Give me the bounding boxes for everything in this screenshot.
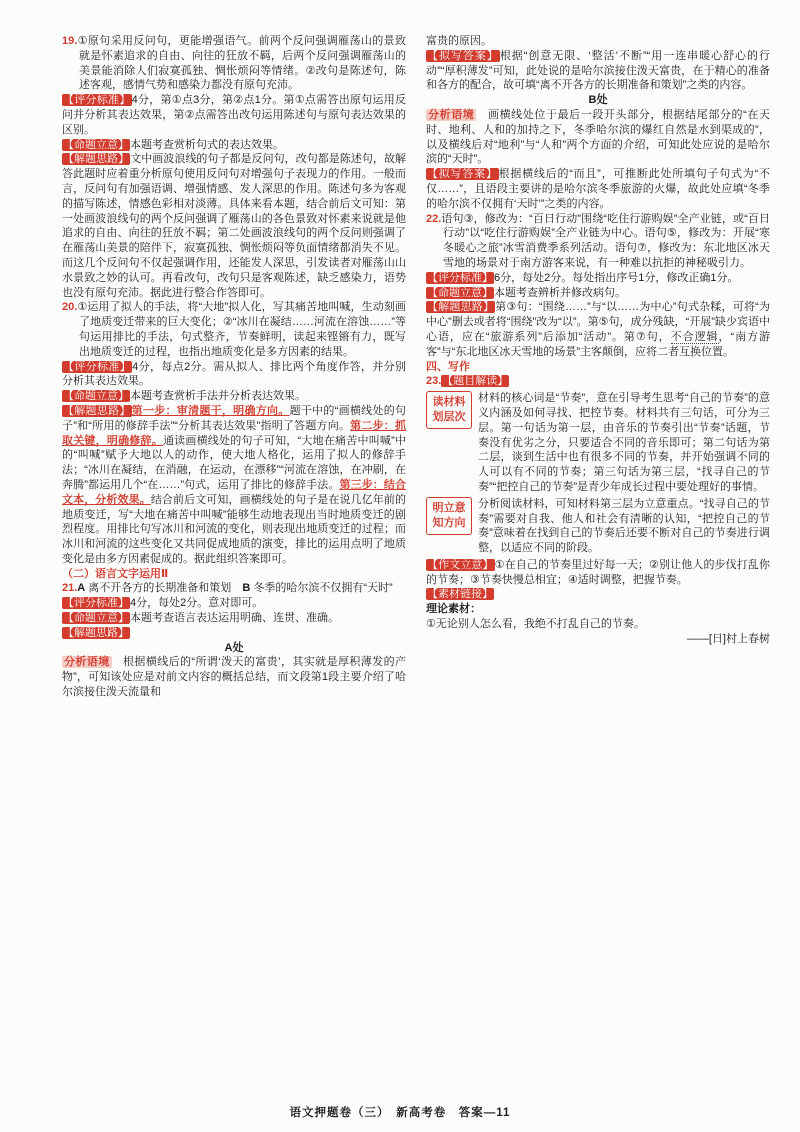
text-segment: 本题考查赏析句式的表达效果。 — [130, 138, 284, 151]
text-segment: 【评分标准】 — [63, 360, 132, 373]
text-segment: 【评分标准】 — [63, 597, 129, 610]
text-segment: ①在自己的节奏里过好每一天；②别让他人的步伐打乱你的节奏；③节奏快慢总相宜；④适时调整，把握节奏。 — [426, 558, 770, 586]
text-segment: 结合前后文可知，画横线处的句子是在说几亿年前的地质变迁，写“大地在痛苦中叫喊”能够生动地表现出当时地质变迁的剧烈程度。用排比句写冰川和河流的变化，则表现出地质变迁的过程；而冰川和河流的这些变化又共同促成地质的演变，排比的运用点明了地质变化是由多方因素促成的。据此组织答案即可。 — [62, 493, 407, 565]
solution-approach-20 — [62, 404, 406, 567]
blank-a-heading — [62, 641, 406, 656]
material-link-heading — [426, 587, 770, 602]
text-segment: 画横线处位于最后一段开头部分，根据结尾部分的“在天时、地利、人和的加持之下，冬季哈尔滨的爆红自然是水到渠成的”，以及横线后对“地利”与“人和”两个方面的介绍，可知此处应说的是哈尔滨的“天时”。 — [426, 108, 770, 166]
solution-approach-21 — [62, 626, 406, 641]
text-segment: 【拟写答案】 — [427, 168, 498, 181]
right-column — [426, 34, 770, 1082]
text-segment: 材料的核心词是“节奏”，意在引导考生思考“自己的节奏”的意义内涵及如何寻找、把控节奏。材料共有三句话，可分为三层。第一句话为第一层，由音乐的节奏引出“节奏”话题，节奏没有优劣之分，只要适合不同的音乐即可；第二句话为第二层，谈到生活中也有很多不同的节奏，并开始强调不同的人可以有不同的节奏；第三句话为第三层，“找寻自己的节奏”“把控自己的节奏”是青少年成长过程中要处理好的事情。 — [478, 392, 770, 493]
text-segment: 题干中的“画横线处的句子”和“所用的修辞手法”“分析其表达效果”指明了答题方向。 — [62, 404, 407, 432]
context-analysis-a-continued — [426, 34, 770, 49]
left-column — [62, 34, 406, 1082]
text-segment: A — [77, 582, 86, 595]
text-segment: 23. — [426, 375, 442, 388]
text-segment: ——[日]村上春树 — [686, 632, 770, 645]
text-segment: 21. — [62, 582, 78, 595]
text-segment: 【命题立意】 — [63, 612, 129, 625]
section-label-box — [426, 391, 472, 429]
text-segment: 四、写作 — [426, 360, 470, 373]
box-label-line: 知方向 — [432, 516, 466, 529]
text-segment: 通读画横线处的句子可知，“大地在痛苦中叫喊”中的“叫喊”赋予大地以人的动作，使大地人格化，运用了拟人的修辞手法；“冰川在凝结，在消融，在运动，在漂移”“河流在溶蚀，在冲刷，在奔腾”都运用几个“在……”句式，运用了排比的修辞手法。 — [62, 434, 406, 491]
box-text — [478, 391, 770, 495]
theory-material-heading — [426, 602, 770, 617]
quote-attribution — [426, 632, 770, 647]
draft-answer-a — [426, 49, 770, 93]
text-segment: 【评分标准】 — [427, 271, 493, 284]
text-segment: 第三步：结合文本，分析效果。 — [62, 478, 406, 506]
text-segment: 理论素材： — [426, 603, 481, 616]
text-segment: 本题考查赏析手法并分析表达效果。 — [130, 390, 306, 403]
blank-b-heading — [426, 93, 770, 108]
text-segment: 根据横线后的“而且”，可推断此处所填句子句式为“不仅……”，且语段主要讲的是哈尔滨冬季旅游的火爆，故此处应填“冬季的哈尔滨不仅拥有‘天时’”之类的内容。 — [426, 168, 770, 210]
read-material-layer-block — [426, 391, 770, 495]
text-segment: 【命题立意】 — [427, 286, 493, 299]
answer-22 — [426, 212, 770, 271]
text-segment: 文中画波浪线的句子都是反问句，改句都是陈述句，故解答此题时应着重分析原句使用反问句对增强句子表现力的作用。一般而言，反问句有加强语调、增强情感、发人深思的作用。陈述句多为客观的描写陈述，情感色彩相对淡薄。具体来看本题，结合前后文可知：第一处画波浪线句的两个反问强调了雁荡山的各色景致对怀素来说就是他追求的自由、向往的狂放不羁；第二处画波浪线句的两个反问则强调了在雁荡山美景的陪伴下，寂寞孤独、惆怅烦闷等负面情绪都消失不见。而这几个反问句不仅起强调作用，还能发人深思，引发读者对雁荡山山水景致之妙的认可。再看改句，改句只是客观陈述，缺乏感染力，语势也没有原句充沛。据此进行整合作答即可。 — [62, 153, 407, 299]
text-segment: 4分，第①点3分，第②点1分。第①点需答出原句运用反问并分析其表达效果，第②点需答出改句运用陈述句与原句表达效果的区别。 — [62, 94, 407, 136]
answer-23-heading — [426, 374, 770, 389]
text-segment: 第二步：抓取关键，明确修辞。 — [62, 419, 406, 447]
answer-columns — [62, 34, 770, 1082]
question-intent-21 — [62, 611, 406, 626]
text-segment: 离不开各方的长期准备和策划 — [85, 582, 243, 595]
text-segment: ①原句采用反问句，更能增强语气。前两个反问强调雁荡山的景致就是怀素追求的自由、向往的狂放不羁，后两个反问强调雁荡山的美景能消除人们寂寞孤独、惆怅烦闷等情绪。②改句是陈述句，陈述客观，感情气势和感染力都没有原句充沛。 — [77, 35, 406, 92]
section-label-box — [426, 497, 472, 535]
question-intent-22 — [426, 286, 770, 301]
text-segment: ①无论别人怎么看，我绝不打乱自己的节奏。 — [426, 618, 645, 631]
text-segment: 分析语境 — [64, 656, 110, 669]
text-segment: 冬季的哈尔滨不仅拥有“天时” — [250, 582, 393, 595]
text-segment: ，“南方游客”与“东北地区冰天雪地的场景”主客颠倒，应将二者互换位置。 — [426, 330, 770, 358]
text-segment: 4分，每点2分。需从拟人、排比两个角度作答，并分别分析其表达效果。 — [62, 360, 407, 388]
solution-approach-19 — [62, 152, 406, 300]
context-analysis-a — [62, 655, 406, 699]
text-segment: 分析语境 — [428, 108, 475, 121]
essay-intent — [426, 558, 770, 588]
box-label-line: 划层次 — [432, 411, 466, 424]
text-segment: 4分，每处2分。意对即可。 — [130, 597, 264, 610]
text-segment: B — [242, 582, 251, 595]
text-segment: 不合逻辑 — [670, 330, 719, 343]
quote-murakami — [426, 617, 770, 632]
draft-answer-b — [426, 167, 770, 211]
answer-20 — [62, 300, 406, 359]
text-segment: B处 — [588, 94, 608, 107]
text-segment: 【拟写答案】 — [427, 49, 499, 62]
text-segment: 本题考查辨析并修改病句。 — [494, 286, 626, 299]
scoring-standard-21 — [62, 596, 406, 611]
answer-19 — [62, 34, 406, 93]
text-segment: 分析阅读材料，可知材料第三层为立意重点。“找寻自己的节奏”需要对自我、他人和社会有清晰的认知，“把控自己的节奏”意味着在找到自己的节奏后还要不断对自己的节奏进行调整，以适应不同的阶段。 — [478, 497, 770, 555]
answer-21 — [62, 581, 406, 596]
text-segment: ①运用了拟人的手法，将“大地”拟人化，写其痛苦地叫喊，生动刻画了地质变迁带来的巨大变化；②“冰川在凝结……河流在溶蚀……”等句运用排比的手法，句式整齐，节奏鲜明，读起来铿锵有力，既写出地质变迁的过程，也指出地质变化是多方因素的结果。 — [77, 301, 406, 358]
text-segment: 【作文立意】 — [427, 558, 494, 571]
context-analysis-b — [426, 108, 770, 167]
box-label-line: 读材料 — [432, 396, 466, 409]
text-segment: 【解题思路】 — [63, 153, 130, 166]
text-segment: 20. — [62, 301, 78, 314]
text-segment: 富贵的原因。 — [426, 35, 492, 47]
text-segment: 22. — [426, 212, 442, 225]
text-segment: 19. — [62, 35, 78, 47]
scoring-standard-20 — [62, 360, 406, 390]
text-segment: 根据“创意无限、‘整活’不断”“用一连串暖心舒心的行动”“厚积薄发”可知，此处说的是哈尔滨接住泼天富贵，在于精心的准备和各方的配合，故可填“离不开各方的长期准备和策划”之类的内容。 — [426, 49, 770, 92]
text-segment: 【素材链接】 — [427, 588, 493, 601]
text-segment: 本题考查语言表达运用明确、连贯、准确。 — [130, 612, 339, 625]
scoring-standard-22 — [426, 271, 770, 286]
text-segment: 【解题思路】 — [63, 404, 131, 417]
section-heading-language-2 — [62, 567, 406, 582]
text-segment: （二）语言文字运用Ⅱ — [62, 567, 169, 580]
text-segment: 6分，每处2分。每处指出序号1分，修改正确1分。 — [494, 271, 739, 284]
text-segment: 第③句：“围绕……”与“以……为中心”句式杂糅，可将“为中心”删去或者将“围绕”改为“以”。第⑤句，成分残缺，“开展”缺少宾语中心语，应在“旅游系列”后添加“活动”。第⑦句， — [426, 301, 770, 343]
solution-approach-22 — [426, 300, 770, 359]
scoring-standard-19 — [62, 93, 406, 137]
text-segment: 第一步：审清题干，明确方向。 — [131, 404, 290, 417]
box-label-line: 明立意 — [432, 501, 466, 514]
text-segment: A处 — [224, 641, 244, 654]
text-segment: 【解题思路】 — [63, 626, 129, 639]
question-intent-20 — [62, 389, 406, 404]
question-intent-19 — [62, 138, 406, 153]
section-heading-writing — [426, 360, 770, 375]
text-segment: 【解题思路】 — [427, 301, 495, 314]
establish-intent-block — [426, 497, 770, 556]
text-segment: 根据横线后的“所谓‘泼天的富贵’，其实就是厚积薄发的产物”，可知该处应是对前文内容的概括总结，而文段第1段主要介绍了哈尔滨接住泼天流量和 — [62, 656, 406, 699]
text-segment: 【题目解读】 — [442, 375, 509, 388]
text-segment: 【命题立意】 — [63, 138, 129, 151]
text-segment: 【命题立意】 — [63, 390, 129, 403]
text-segment: 【评分标准】 — [63, 94, 131, 107]
page-footer: 语文押题卷（三） 新高考卷 答案—11 — [289, 1107, 511, 1119]
box-text — [478, 497, 770, 556]
text-segment: 语句③，修改为：“百日行动”围绕“吃住行游购娱”全产业链，或“百日行动”以“吃住行游购娱”全产业链为中心。语句⑤，修改为：开展“寒冬暖心之旅”冰雪消费季系列活动。语句⑦，修改为：东北地区冰天雪地的场景对于南方游客来说，有一种难以抗拒的神秘吸引力。 — [441, 212, 770, 269]
